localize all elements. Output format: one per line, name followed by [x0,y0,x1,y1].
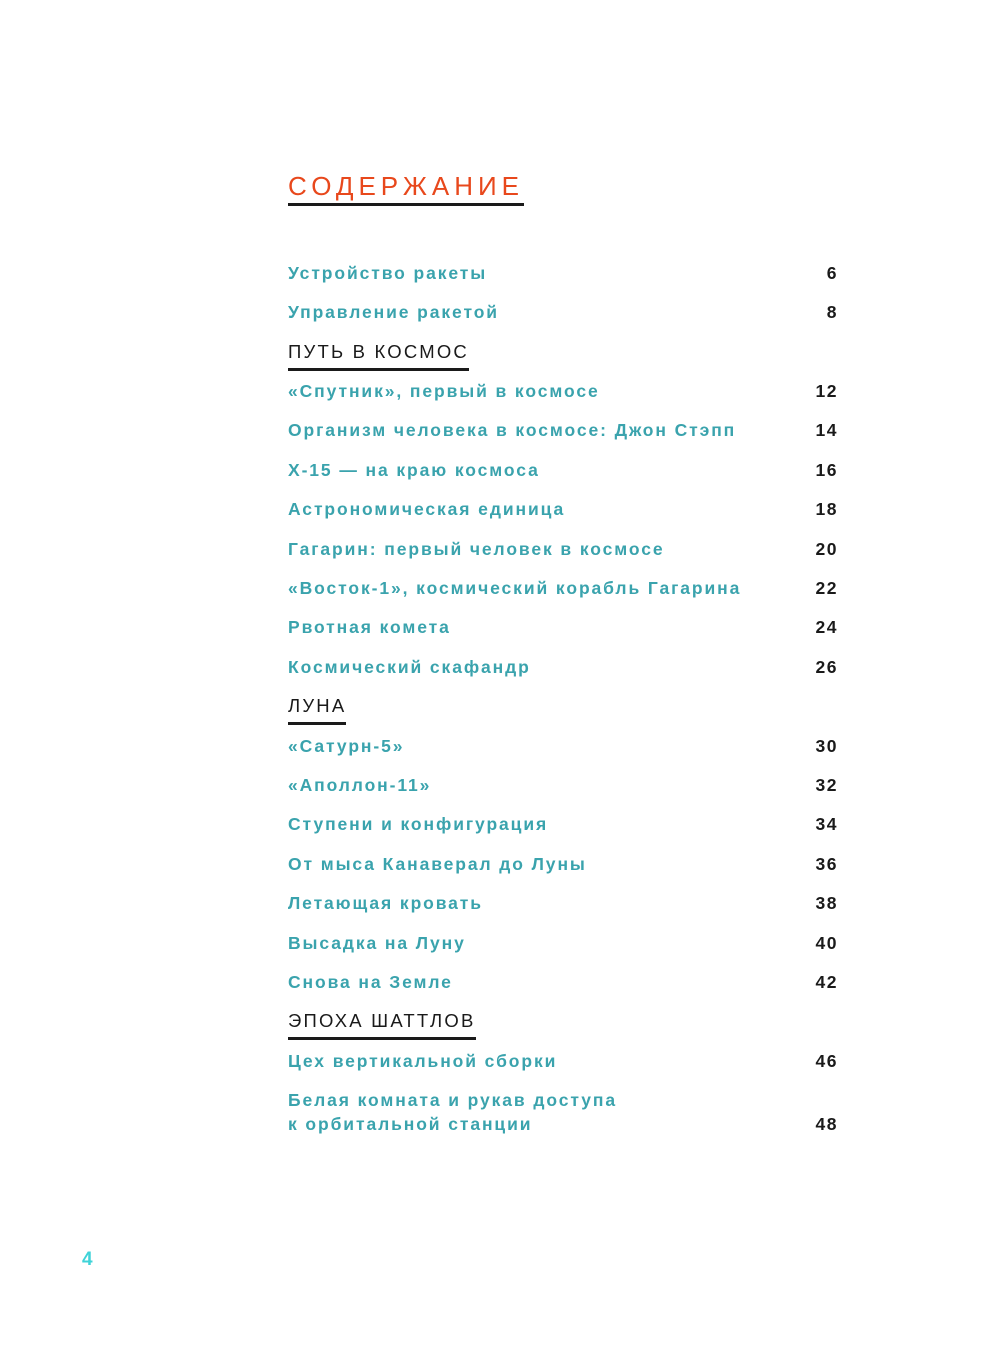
toc-entry[interactable] [288,379,838,403]
toc-entry-page: 36 [815,854,838,874]
toc-entry[interactable] [288,970,838,994]
toc-entry-page: 48 [815,1114,838,1134]
toc-entry[interactable] [288,261,838,285]
toc-entry-title: «Спутник», первый в космосе [288,381,600,401]
title-underline [288,203,524,206]
toc-entry-title-line: к орбитальной станции [288,1114,533,1134]
toc-entry-title: Летающая кровать [288,893,483,913]
toc-entry-title: «Восток-1», космический корабль Гагарина [288,578,742,598]
toc-entry[interactable] [288,773,838,797]
toc-entry[interactable] [288,1088,838,1136]
toc-entry-title: Высадка на Луну [288,933,466,953]
toc-entry-title: «Сатурн-5» [288,736,405,756]
toc-entry-title: Гагарин: первый человек в космосе [288,539,665,559]
toc-entry-title [288,1088,617,1136]
toc-entry-page: 18 [815,499,838,519]
toc-entry-page: 24 [815,617,838,637]
toc-entry-page: 40 [815,933,838,953]
toc-entry[interactable] [288,497,838,521]
toc-entry-title: Устройство ракеты [288,263,488,283]
toc-entry-title: «Аполлон-11» [288,775,432,795]
toc-entry-title: От мыса Канаверал до Луны [288,854,587,874]
section-heading [288,694,346,728]
toc-entry-title: Астрономическая единица [288,499,566,519]
section-title: ПУТЬ В КОСМОС [288,340,469,371]
toc-entry[interactable] [288,458,838,482]
toc-entry-title: Управление ракетой [288,302,499,322]
toc-entry-page: 38 [815,893,838,913]
toc-entry[interactable] [288,655,838,679]
toc-entry-page: 22 [815,578,838,598]
toc-entry[interactable] [288,812,838,836]
toc-entry[interactable] [288,576,838,600]
toc-entry-page: 42 [815,972,838,992]
toc-entry-title: Ступени и конфигурация [288,814,549,834]
toc-entry-page: 6 [826,263,838,283]
toc-entry-page: 32 [815,775,838,795]
toc-entry[interactable] [288,300,838,324]
section-heading [288,340,469,374]
toc-entry[interactable] [288,734,838,758]
toc-entry-title: Космический скафандр [288,657,531,677]
toc-entry-page: 46 [815,1051,838,1071]
toc-entry-page: 14 [815,420,838,440]
page-title: СОДЕРЖАНИЕ [288,171,525,201]
toc-entry-page: 16 [815,460,838,480]
section-title: ЭПОХА ШАТТЛОВ [288,1009,476,1040]
toc-entry[interactable] [288,537,838,561]
toc-entry-page: 12 [815,381,838,401]
toc-entry-title: Снова на Земле [288,972,453,992]
section-heading [288,1009,476,1043]
toc-entry-page: 8 [826,302,838,322]
section-title: ЛУНА [288,694,346,725]
toc-entry-page: 30 [815,736,838,756]
toc-entry-title: Организм человека в космосе: Джон Стэпп [288,420,737,440]
toc-entry[interactable] [288,852,838,876]
toc-entry-page: 26 [815,657,838,677]
toc-entry[interactable] [288,931,838,955]
toc-entry[interactable] [288,1049,838,1073]
toc-entry-title: X-15 — на краю космоса [288,460,540,480]
toc-entry-title-line: Белая комната и рукав доступа [288,1090,617,1110]
page-number: 4 [82,1249,93,1270]
toc-entry-page: 34 [815,814,838,834]
toc-entry[interactable] [288,891,838,915]
toc-entry[interactable] [288,615,838,639]
toc-entry-page: 20 [815,539,838,559]
toc-entry[interactable] [288,418,838,442]
toc-entry-title: Рвотная комета [288,617,451,637]
toc-entry-title: Цех вертикальной сборки [288,1051,558,1071]
